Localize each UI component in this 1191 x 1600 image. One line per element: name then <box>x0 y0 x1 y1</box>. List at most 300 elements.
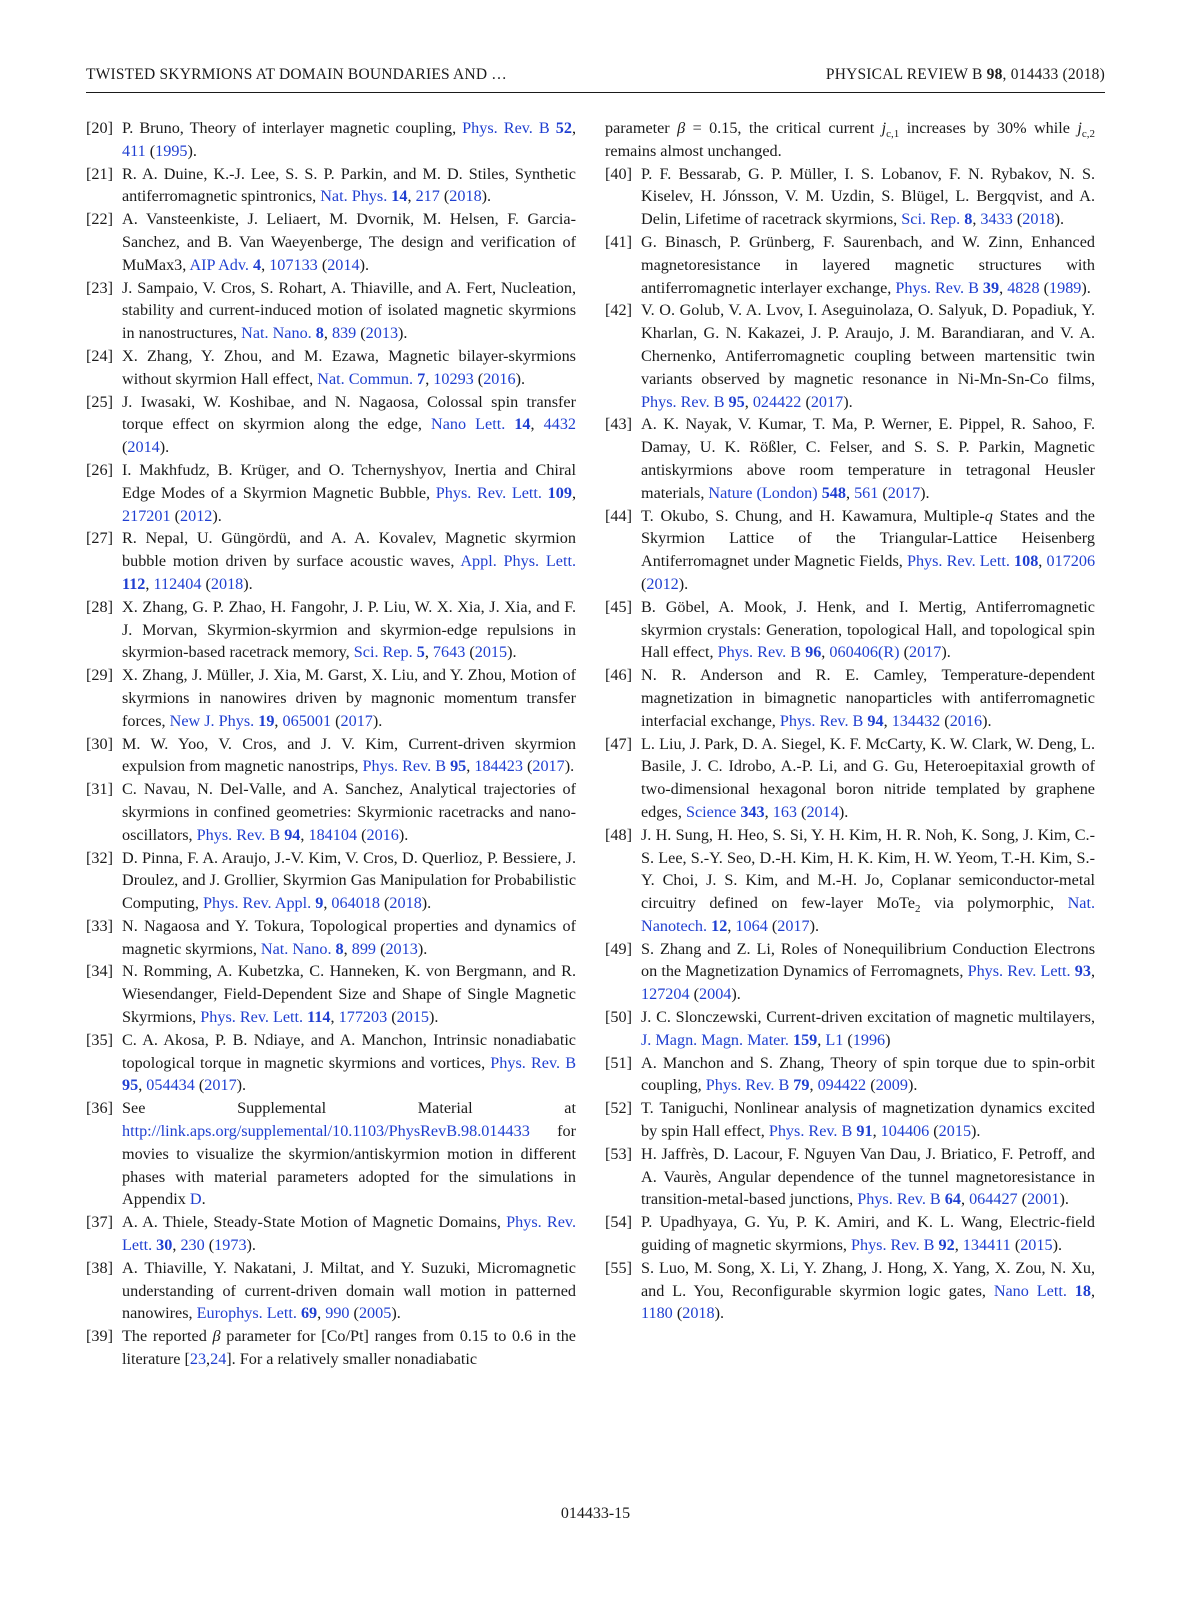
reference-number: [44] <box>605 506 632 525</box>
citation-link[interactable]: Phys. Rev. B <box>717 643 802 662</box>
citation-link[interactable]: 2015 <box>474 643 508 662</box>
citation-link[interactable]: Nat. Nano. <box>241 324 312 343</box>
ref39-j-symbol: j <box>881 119 887 137</box>
ref39-text: remains almost unchanged. <box>605 141 782 160</box>
citation-link[interactable]: 107133 <box>269 255 318 274</box>
reference-22 <box>86 208 576 276</box>
reference-text: ]. For a relatively smaller nonadiabatic <box>226 1350 478 1369</box>
reference-text: ). <box>429 1008 439 1027</box>
citation-link[interactable]: Phys. Rev. B <box>196 825 281 844</box>
citation-link[interactable]: 064427 <box>969 1190 1018 1209</box>
reference-text: M. W. Yoo, V. Cros, and J. V. Kim, Current-driven skyrmion expulsion from magnetic nanostrips, <box>122 734 576 776</box>
reference-44 <box>605 505 1095 596</box>
citation-link[interactable]: Phys. Rev. B <box>705 1076 790 1095</box>
citation-link[interactable]: 108 <box>1014 552 1039 571</box>
citation-link[interactable]: 64 <box>944 1190 961 1209</box>
reference-text: R. Nepal, U. Güngördü, and A. A. Kovalev, Magnetic skyrmion bubble motion driven by surface acoustic waves, <box>122 529 576 571</box>
reference-text: ( <box>522 757 533 776</box>
citation-link[interactable]: Sci. Rep. <box>901 210 961 229</box>
reference-text: , <box>809 1076 818 1095</box>
reference-number: [39] <box>86 1327 113 1346</box>
reference-text: ( <box>204 1236 215 1255</box>
reference-text: ( <box>331 711 341 730</box>
reference-text: ). <box>941 643 951 662</box>
citation-link[interactable]: 2018 <box>1022 210 1055 229</box>
reference-text: , <box>425 369 434 388</box>
citation-link[interactable]: 7 <box>417 369 426 388</box>
reference-text: ( <box>1012 210 1023 229</box>
citation-link[interactable]: 4 <box>253 255 262 274</box>
citation-link[interactable]: 2012 <box>180 506 213 525</box>
reference-text: ( <box>641 574 647 593</box>
citation-link[interactable]: 2017 <box>532 757 565 776</box>
citation-link[interactable]: D <box>189 1190 202 1209</box>
citation-link[interactable]: 054434 <box>146 1076 195 1095</box>
citation-link[interactable]: 094422 <box>817 1076 867 1095</box>
reference-text: 2 <box>915 903 921 916</box>
citation-link[interactable]: Sci. Rep. <box>353 643 413 662</box>
header-volume: 98 <box>986 66 1003 83</box>
citation-link[interactable]: 2017 <box>777 916 810 935</box>
reference-43 <box>605 413 1095 504</box>
reference-27 <box>86 527 576 595</box>
page-number: 014433-15 <box>560 1505 631 1522</box>
ref39-text: increases by 30% while <box>899 119 1078 137</box>
citation-link[interactable]: 18 <box>1074 1281 1091 1300</box>
citation-link[interactable]: 7643 <box>432 643 466 662</box>
citation-link[interactable]: 2016 <box>366 825 399 844</box>
reference-text: R. A. Duine, K.-J. Lee, S. S. P. Parkin, and M. D. Stiles, Synthetic antiferromagnetic spintronics, <box>122 164 576 206</box>
reference-35 <box>86 1029 576 1097</box>
citation-link[interactable]: 52 <box>555 119 572 137</box>
reference-number: [21] <box>86 164 113 183</box>
reference-38 <box>86 1257 576 1325</box>
citation-link[interactable]: 065001 <box>282 711 332 730</box>
reference-text: ). <box>564 757 575 776</box>
reference-text: , <box>954 1236 963 1255</box>
citation-link[interactable]: 1973 <box>214 1236 247 1255</box>
citation-link[interactable]: 2014 <box>806 802 839 821</box>
citation-link[interactable]: Phys. Rev. B <box>490 1053 577 1072</box>
reference-21 <box>86 163 576 209</box>
reference-number: [49] <box>605 939 632 958</box>
reference-text: , <box>764 802 773 821</box>
citation-link[interactable]: Phys. Rev. B <box>779 711 864 730</box>
citation-link[interactable]: 2012 <box>646 574 679 593</box>
citation-link[interactable]: 2018 <box>210 574 244 593</box>
citation-link[interactable]: 177203 <box>338 1008 388 1027</box>
citation-link[interactable]: 14 <box>391 187 408 206</box>
citation-link[interactable]: 2014 <box>327 255 360 274</box>
reference-number: [42] <box>605 301 632 320</box>
reference-text: J. Sampaio, V. Cros, S. Rohart, A. Thiaville, and A. Fert, Nucleation, stability and current-induced motion of isolated magnetic skyrmions in nanostructures, <box>122 278 576 343</box>
reference-text: X. Zhang, J. Müller, J. Xia, M. Garst, X. Liu, and Y. Zhou, Motion of skyrmions in nanowires driven by magnonic momentum transfer forces, <box>122 666 576 730</box>
reference-text: J. Iwasaki, W. Koshibae, and N. Nagaosa, Colossal spin transfer torque effect on skyrmion along the edge, <box>122 392 576 434</box>
reference-23 <box>86 277 576 345</box>
reference-37 <box>86 1211 576 1257</box>
reference-number: [50] <box>605 1008 632 1027</box>
citation-link[interactable]: 217 <box>415 187 440 206</box>
reference-text: , <box>172 1236 181 1255</box>
citation-link[interactable]: 5 <box>416 643 425 662</box>
header-article-year: , 014433 (2018) <box>1002 66 1105 83</box>
reference-text: ( <box>349 1304 359 1323</box>
reference-text: S. Luo, M. Song, X. Li, Y. Zhang, J. Hong, X. Yang, X. Zou, N. Xu, and L. You, Reconfigurable skyrmion logic gates, <box>641 1258 1095 1300</box>
citation-link[interactable]: 2016 <box>949 711 983 730</box>
citation-link[interactable]: 060406(R) <box>829 643 900 662</box>
citation-link[interactable]: 2001 <box>1027 1190 1060 1209</box>
reference-text: P. Bruno, Theory of interlayer magnetic coupling, <box>122 119 463 137</box>
citation-link[interactable]: 163 <box>772 802 797 821</box>
citation-link[interactable]: 114 <box>307 1008 331 1027</box>
reference-text: X. Zhang, Y. Zhou, and M. Ezawa, Magnetic bilayer-skyrmions without skyrmion Hall effect, <box>122 346 576 388</box>
citation-link[interactable]: 95 <box>122 1076 139 1095</box>
reference-text: ( <box>379 894 390 913</box>
reference-text: A. Vansteenkiste, J. Leliaert, M. Dvornik, M. Helsen, F. Garcia-Sanchez, and B. Van Waeyenberge, The design and verification of MuMax3, <box>122 210 576 274</box>
citation-link[interactable]: 2005 <box>358 1304 392 1323</box>
reference-text: J. H. Sung, H. Heo, S. Si, Y. H. Kim, H. R. Noh, K. Song, J. Kim, C.-S. Lee, S.-Y. Seo, D.-H. Kim, H. K. Kim, H. W. Yeom, T.-H. Kim, S.-Y. Choi, J. S. Kim, and M.-H. Jo, Coplanar semiconductor-metal circuitry defined on few-layer MoTe <box>641 825 1095 913</box>
citation-link[interactable]: 024422 <box>752 392 802 411</box>
reference-text: , <box>206 1350 211 1369</box>
citation-link[interactable]: 839 <box>331 324 357 343</box>
reference-33 <box>86 915 576 961</box>
reference-text: ). <box>417 939 428 958</box>
citation-link[interactable]: 69 <box>300 1304 318 1323</box>
reference-text: ( <box>357 825 367 844</box>
reference-text: ( <box>317 255 328 274</box>
reference-column-left <box>86 117 576 1371</box>
ref39-subscript: c,2 <box>1081 128 1095 141</box>
reference-number: [33] <box>86 916 113 935</box>
citation-link[interactable]: 134432 <box>891 711 941 730</box>
ref39-j-symbol: j <box>1077 119 1082 137</box>
citation-link[interactable]: Phys. Rev. B <box>641 392 725 411</box>
reference-text: ( <box>1017 1190 1028 1209</box>
reference-text: T. Okubo, S. Chung, and H. Kawamura, Multiple- <box>641 506 985 525</box>
citation-link[interactable]: 411 <box>122 141 146 160</box>
citation-link[interactable]: 92 <box>938 1236 955 1255</box>
reference-text: ( <box>929 1122 939 1141</box>
citation-link[interactable]: 2018 <box>449 187 482 206</box>
reference-text: G. Binasch, P. Grünberg, F. Saurenbach, and W. Zinn, Enhanced magnetoresistance in layered magnetic structures with antiferromagnetic interlayer exchange, <box>641 232 1095 297</box>
citation-link[interactable]: 104406 <box>880 1122 930 1141</box>
citation-link[interactable]: 2017 <box>810 392 844 411</box>
reference-49 <box>605 938 1095 1006</box>
citation-link[interactable]: 30 <box>156 1236 173 1255</box>
citation-link[interactable]: 2009 <box>875 1076 908 1095</box>
citation-link[interactable]: 8 <box>335 939 344 958</box>
citation-link[interactable]: 94 <box>867 711 884 730</box>
citation-link[interactable]: 2015 <box>938 1122 972 1141</box>
citation-link[interactable]: 2015 <box>1020 1236 1053 1255</box>
reference-30 <box>86 733 576 779</box>
citation-link[interactable]: 2017 <box>340 711 373 730</box>
citation-link[interactable]: 990 <box>325 1304 350 1323</box>
reference-text: . <box>201 1190 206 1209</box>
citation-link[interactable]: 4828 <box>1007 278 1040 297</box>
reference-text: via polymorphic, <box>920 894 1068 913</box>
citation-link[interactable]: 184423 <box>474 757 523 776</box>
citation-link[interactable]: 548 <box>821 483 846 502</box>
reference-text: ). <box>843 392 853 411</box>
reference-24 <box>86 345 576 391</box>
citation-link[interactable]: 1995 <box>155 141 188 160</box>
reference-41 <box>605 231 1095 299</box>
citation-link[interactable]: 2016 <box>483 369 516 388</box>
reference-text: ). <box>515 369 525 388</box>
reference-number: [24] <box>86 346 113 365</box>
citation-link[interactable]: New J. Phys. <box>169 711 255 730</box>
reference-text: V. O. Golub, V. A. Lvov, I. Aseguinolaza, O. Salyuk, D. Popadiuk, Y. Kharlan, G. N. Kakazei, J. P. Araujo, J. M. Barandiaran, and V. A. Chernenko, Antiferromagnetic coupling between martensitic twin variants observed by magnetic resonance in Ni-Mn-Sn-Co films, <box>641 301 1095 388</box>
reference-text: ). <box>907 1076 918 1095</box>
reference-25 <box>86 391 576 459</box>
reference-text: ). <box>212 506 222 525</box>
citation-link[interactable]: 134411 <box>962 1236 1011 1255</box>
header-title: TWISTED SKYRMIONS AT DOMAIN BOUNDARIES AND … <box>86 66 508 83</box>
reference-text: ( <box>843 1030 853 1049</box>
citation-link[interactable]: 2015 <box>396 1008 429 1027</box>
header-journal-info <box>826 66 1105 84</box>
reference-text: ). <box>398 825 409 844</box>
citation-link[interactable]: Nat. Nanotech. <box>641 894 1095 935</box>
reference-text: , <box>330 1008 339 1027</box>
citation-link[interactable]: 10293 <box>433 369 474 388</box>
reference-34 <box>86 960 576 1028</box>
reference-number: [34] <box>86 962 113 981</box>
reference-29 <box>86 664 576 732</box>
reference-text: , <box>407 187 416 206</box>
reference-text: ( <box>473 369 484 388</box>
citation-link[interactable]: 064018 <box>331 894 380 913</box>
citation-link[interactable]: 12 <box>711 916 728 935</box>
citation-link[interactable]: 1180 <box>641 1304 673 1323</box>
citation-link[interactable]: 14 <box>514 415 531 434</box>
citation-link[interactable]: 1989 <box>1049 278 1082 297</box>
citation-link[interactable]: 230 <box>180 1236 205 1255</box>
citation-link[interactable]: 159 <box>792 1030 818 1049</box>
reference-text: ( <box>387 1008 397 1027</box>
citation-link[interactable]: Phys. Rev. Lett. <box>200 1008 304 1027</box>
reference-53 <box>605 1143 1095 1211</box>
citation-link[interactable]: Phys. Rev. Lett. <box>435 483 542 502</box>
reference-text: ( <box>145 141 156 160</box>
reference-number: [29] <box>86 666 113 685</box>
citation-link[interactable]: J. Magn. Magn. Mater. <box>641 1030 789 1049</box>
reference-32 <box>86 847 576 915</box>
reference-text: ( <box>672 1304 683 1323</box>
reference-text: I. Makhfudz, B. Krüger, and O. Tchernyshyov, Inertia and Chiral Edge Modes of a Skyrmion Magnetic Bubble, <box>122 460 576 502</box>
reference-text: , <box>317 1304 326 1323</box>
citation-link[interactable]: AIP Adv. <box>189 255 249 274</box>
reference-45 <box>605 596 1095 664</box>
reference-number: [27] <box>86 529 113 548</box>
reference-text: , <box>845 483 855 502</box>
reference-text: ). <box>372 711 383 730</box>
reference-text: ( <box>1039 278 1050 297</box>
citation-link[interactable]: 109 <box>547 483 572 502</box>
citation-link[interactable]: Phys. Rev. B <box>768 1122 853 1141</box>
citation-link[interactable]: 1996 <box>852 1030 886 1049</box>
reference-number: [53] <box>605 1144 632 1163</box>
reference-number: [43] <box>605 415 632 434</box>
reference-text: ). <box>187 141 197 160</box>
reference-text: , <box>145 574 154 593</box>
reference-text <box>1067 1282 1075 1300</box>
reference-text: for movies to visualize the skyrmion/antiskyrmion motion in different phases with material parameters adopted for the simulations in Appendix <box>122 1122 576 1209</box>
reference-number: [41] <box>605 232 632 251</box>
ref39-subscript: c,1 <box>886 128 900 141</box>
reference-text: X. Zhang, G. P. Zhao, H. Fangohr, J. P. Liu, W. X. Xia, J. Xia, and F. J. Morvan, Skyrmion-skyrmion and skyrmion-edge repulsions in skyrmion-based racetrack memory, <box>122 597 576 662</box>
reference-text: ( <box>356 324 366 343</box>
citation-link[interactable]: 23 <box>189 1350 207 1369</box>
citation-link[interactable]: L1 <box>825 1030 844 1049</box>
citation-link[interactable]: Phys. Rev. B <box>850 1236 935 1255</box>
reference-text: ). <box>838 802 849 821</box>
reference-text: , <box>571 483 576 502</box>
citation-link[interactable]: Phys. Rev. Appl. <box>202 894 312 913</box>
reference-text: P. F. Bessarab, G. P. Müller, I. S. Lobanov, F. N. Rybakov, N. S. Kiselev, H. Jónsson, V. M. Uzdin, S. Blügel, L. Bergqvist, and A. Delin, Lifetime of racetrack skyrmions, <box>641 164 1095 229</box>
reference-text: B. Göbel, A. Mook, J. Henk, and I. Mertig, Antiferromagnetic skyrmion crystals: Generation, topological Hall, and topological spin Hall effect, <box>641 597 1095 662</box>
reference-text: ). <box>243 574 253 593</box>
citation-link[interactable]: 2014 <box>127 438 160 457</box>
reference-text: A. A. Thiele, Steady-State Motion of Magnetic Domains, <box>122 1213 507 1232</box>
reference-text: See Supplemental Material at <box>122 1099 576 1118</box>
reference-50 <box>605 1006 1095 1052</box>
ref39-text: = 0.15, the critical current <box>685 119 882 137</box>
reference-text: parameter for [Co/Pt] ranges from 0.15 to 0.6 in the literature [ <box>122 1327 576 1369</box>
citation-link[interactable]: 112404 <box>153 574 202 593</box>
reference-text: ( <box>767 916 778 935</box>
reference-47 <box>605 733 1095 824</box>
reference-text: C. Navau, N. Del-Valle, and A. Sanchez, Analytical trajectories of skyrmions in confined geometries: Skyrmionic racetracks and nano-oscillators, <box>122 780 576 844</box>
citation-link[interactable]: 19 <box>258 711 275 730</box>
citation-link[interactable]: 3433 <box>980 210 1013 229</box>
citation-link[interactable]: 91 <box>856 1122 873 1141</box>
citation-link[interactable]: 2013 <box>385 939 418 958</box>
citation-link[interactable]: Phys. Rev. B <box>857 1190 941 1209</box>
reference-text: , <box>530 415 544 434</box>
reference-text: S. Zhang and Z. Li, Roles of Nonequilibrium Conduction Electrons on the Magnetization Dynamics of Ferromagnets, <box>641 939 1095 981</box>
reference-text: N. Nagaosa and Y. Tokura, Topological properties and dynamics of magnetic skyrmions, <box>122 916 576 958</box>
reference-text: T. Taniguchi, Nonlinear analysis of magnetization dynamics excited by spin Hall effect, <box>641 1099 1095 1141</box>
reference-number: [52] <box>605 1099 632 1118</box>
citation-link[interactable]: 9 <box>315 894 324 913</box>
citation-link[interactable]: 95 <box>728 392 745 411</box>
reference-text: , <box>1090 1281 1095 1300</box>
citation-link[interactable]: 127204 <box>641 985 690 1004</box>
citation-link[interactable]: Europhys. Lett. <box>196 1304 297 1323</box>
reference-text: ( <box>376 939 386 958</box>
citation-link[interactable]: 2018 <box>389 894 422 913</box>
citation-link[interactable]: Science <box>685 802 737 821</box>
citation-link[interactable]: 899 <box>351 939 377 958</box>
citation-link[interactable]: 39 <box>982 278 1000 297</box>
reference-text: , <box>261 255 270 274</box>
reference-text: ). <box>1081 278 1091 297</box>
citation-link[interactable]: 2017 <box>908 643 942 662</box>
citation-link[interactable]: 112 <box>122 574 146 593</box>
citation-link[interactable]: Nat. Nano. <box>260 939 332 958</box>
citation-link[interactable]: http://link.aps.org/supplemental/10.1103/PhysRevB.98.014433 <box>122 1122 530 1141</box>
citation-link[interactable]: Phys. Rev. B <box>362 757 447 776</box>
citation-link[interactable]: 8 <box>315 324 324 343</box>
reference-20 <box>86 117 576 163</box>
reference-text: , <box>744 392 753 411</box>
citation-link[interactable]: 343 <box>740 802 765 821</box>
reference-text: H. Jaffrès, D. Lacour, F. Nguyen Van Dau, J. Briatico, F. Petroff, and A. Vaurès, Angular dependence of the tunnel magnetoresistance in transition-metal-based junctions, <box>641 1144 1095 1209</box>
citation-link[interactable]: 2004 <box>699 985 732 1004</box>
reference-number: [38] <box>86 1258 113 1277</box>
citation-link[interactable]: Nature (London) <box>708 483 818 502</box>
reference-text: , <box>323 894 332 913</box>
reference-40 <box>605 163 1095 231</box>
citation-link[interactable]: 1064 <box>735 916 768 935</box>
reference-text: ). <box>421 894 432 913</box>
reference-number: [32] <box>86 848 113 867</box>
citation-link[interactable]: 4432 <box>543 415 576 434</box>
citation-link[interactable]: 8 <box>964 210 973 229</box>
citation-link[interactable]: 96 <box>805 643 822 662</box>
reference-text: ). <box>398 324 408 343</box>
reference-number: [51] <box>605 1053 632 1072</box>
citation-link[interactable]: 217201 <box>122 506 171 525</box>
reference-42 <box>605 299 1095 413</box>
citation-link[interactable]: Nat. Phys. <box>320 187 388 206</box>
reference-51 <box>605 1052 1095 1098</box>
citation-link[interactable]: Phys. Rev. B <box>462 119 550 137</box>
reference-text: States and the Skyrmion Lattice of the Triangular-Lattice Heisenberg Antiferromagnet under Magnetic Fields, <box>641 506 1095 571</box>
citation-link[interactable]: 79 <box>793 1076 810 1095</box>
citation-link[interactable]: Nano Lett. <box>993 1281 1067 1300</box>
citation-link[interactable]: Appl. Phys. Lett. <box>460 552 576 571</box>
ref39-beta-symbol: β <box>677 119 686 137</box>
citation-link[interactable]: 2017 <box>887 483 921 502</box>
reference-54 <box>605 1211 1095 1257</box>
reference-text: ( <box>797 802 807 821</box>
reference-number: [36] <box>86 1099 113 1118</box>
reference-text: ). <box>982 711 992 730</box>
citation-link[interactable]: Phys. Rev. Lett. <box>122 1213 576 1255</box>
reference-text: , <box>424 643 433 662</box>
citation-link[interactable]: 017206 <box>1046 552 1096 571</box>
reference-text: ). <box>714 1304 725 1323</box>
citation-link[interactable]: 184104 <box>308 825 358 844</box>
reference-text: ) <box>885 1030 891 1049</box>
citation-link[interactable]: 94 <box>284 825 301 844</box>
citation-link[interactable]: 93 <box>1074 962 1091 981</box>
reference-text: , <box>343 939 352 958</box>
citation-link[interactable]: Nat. Commun. <box>317 369 414 388</box>
citation-link[interactable]: 2017 <box>204 1076 237 1095</box>
citation-link[interactable]: Nano Lett. <box>431 415 506 434</box>
citation-link[interactable]: Phys. Rev. Lett. <box>967 962 1071 981</box>
citation-link[interactable]: 2018 <box>682 1304 715 1323</box>
reference-number: [45] <box>605 597 632 616</box>
citation-link[interactable]: 24 <box>210 1350 227 1369</box>
reference-text: A. Manchon and S. Zhang, Theory of spin torque due to spin-orbit coupling, <box>641 1053 1095 1095</box>
citation-link[interactable]: Phys. Rev. Lett. <box>906 552 1010 571</box>
reference-text: , <box>323 324 332 343</box>
citation-link[interactable]: 2013 <box>365 324 399 343</box>
reference-text: ). <box>920 483 930 502</box>
citation-link[interactable]: 561 <box>854 483 879 502</box>
citation-link[interactable]: 95 <box>450 757 467 776</box>
reference-number: [54] <box>605 1213 632 1232</box>
reference-number: [35] <box>86 1030 113 1049</box>
reference-text: N. Romming, A. Kubetzka, C. Hanneken, K. von Bergmann, and R. Wiesendanger, Field-Dependent Size and Shape of Single Magnetic Skyrmions, <box>122 962 576 1027</box>
reference-text: ). <box>236 1076 247 1095</box>
citation-link[interactable]: Phys. Rev. B <box>895 278 979 297</box>
